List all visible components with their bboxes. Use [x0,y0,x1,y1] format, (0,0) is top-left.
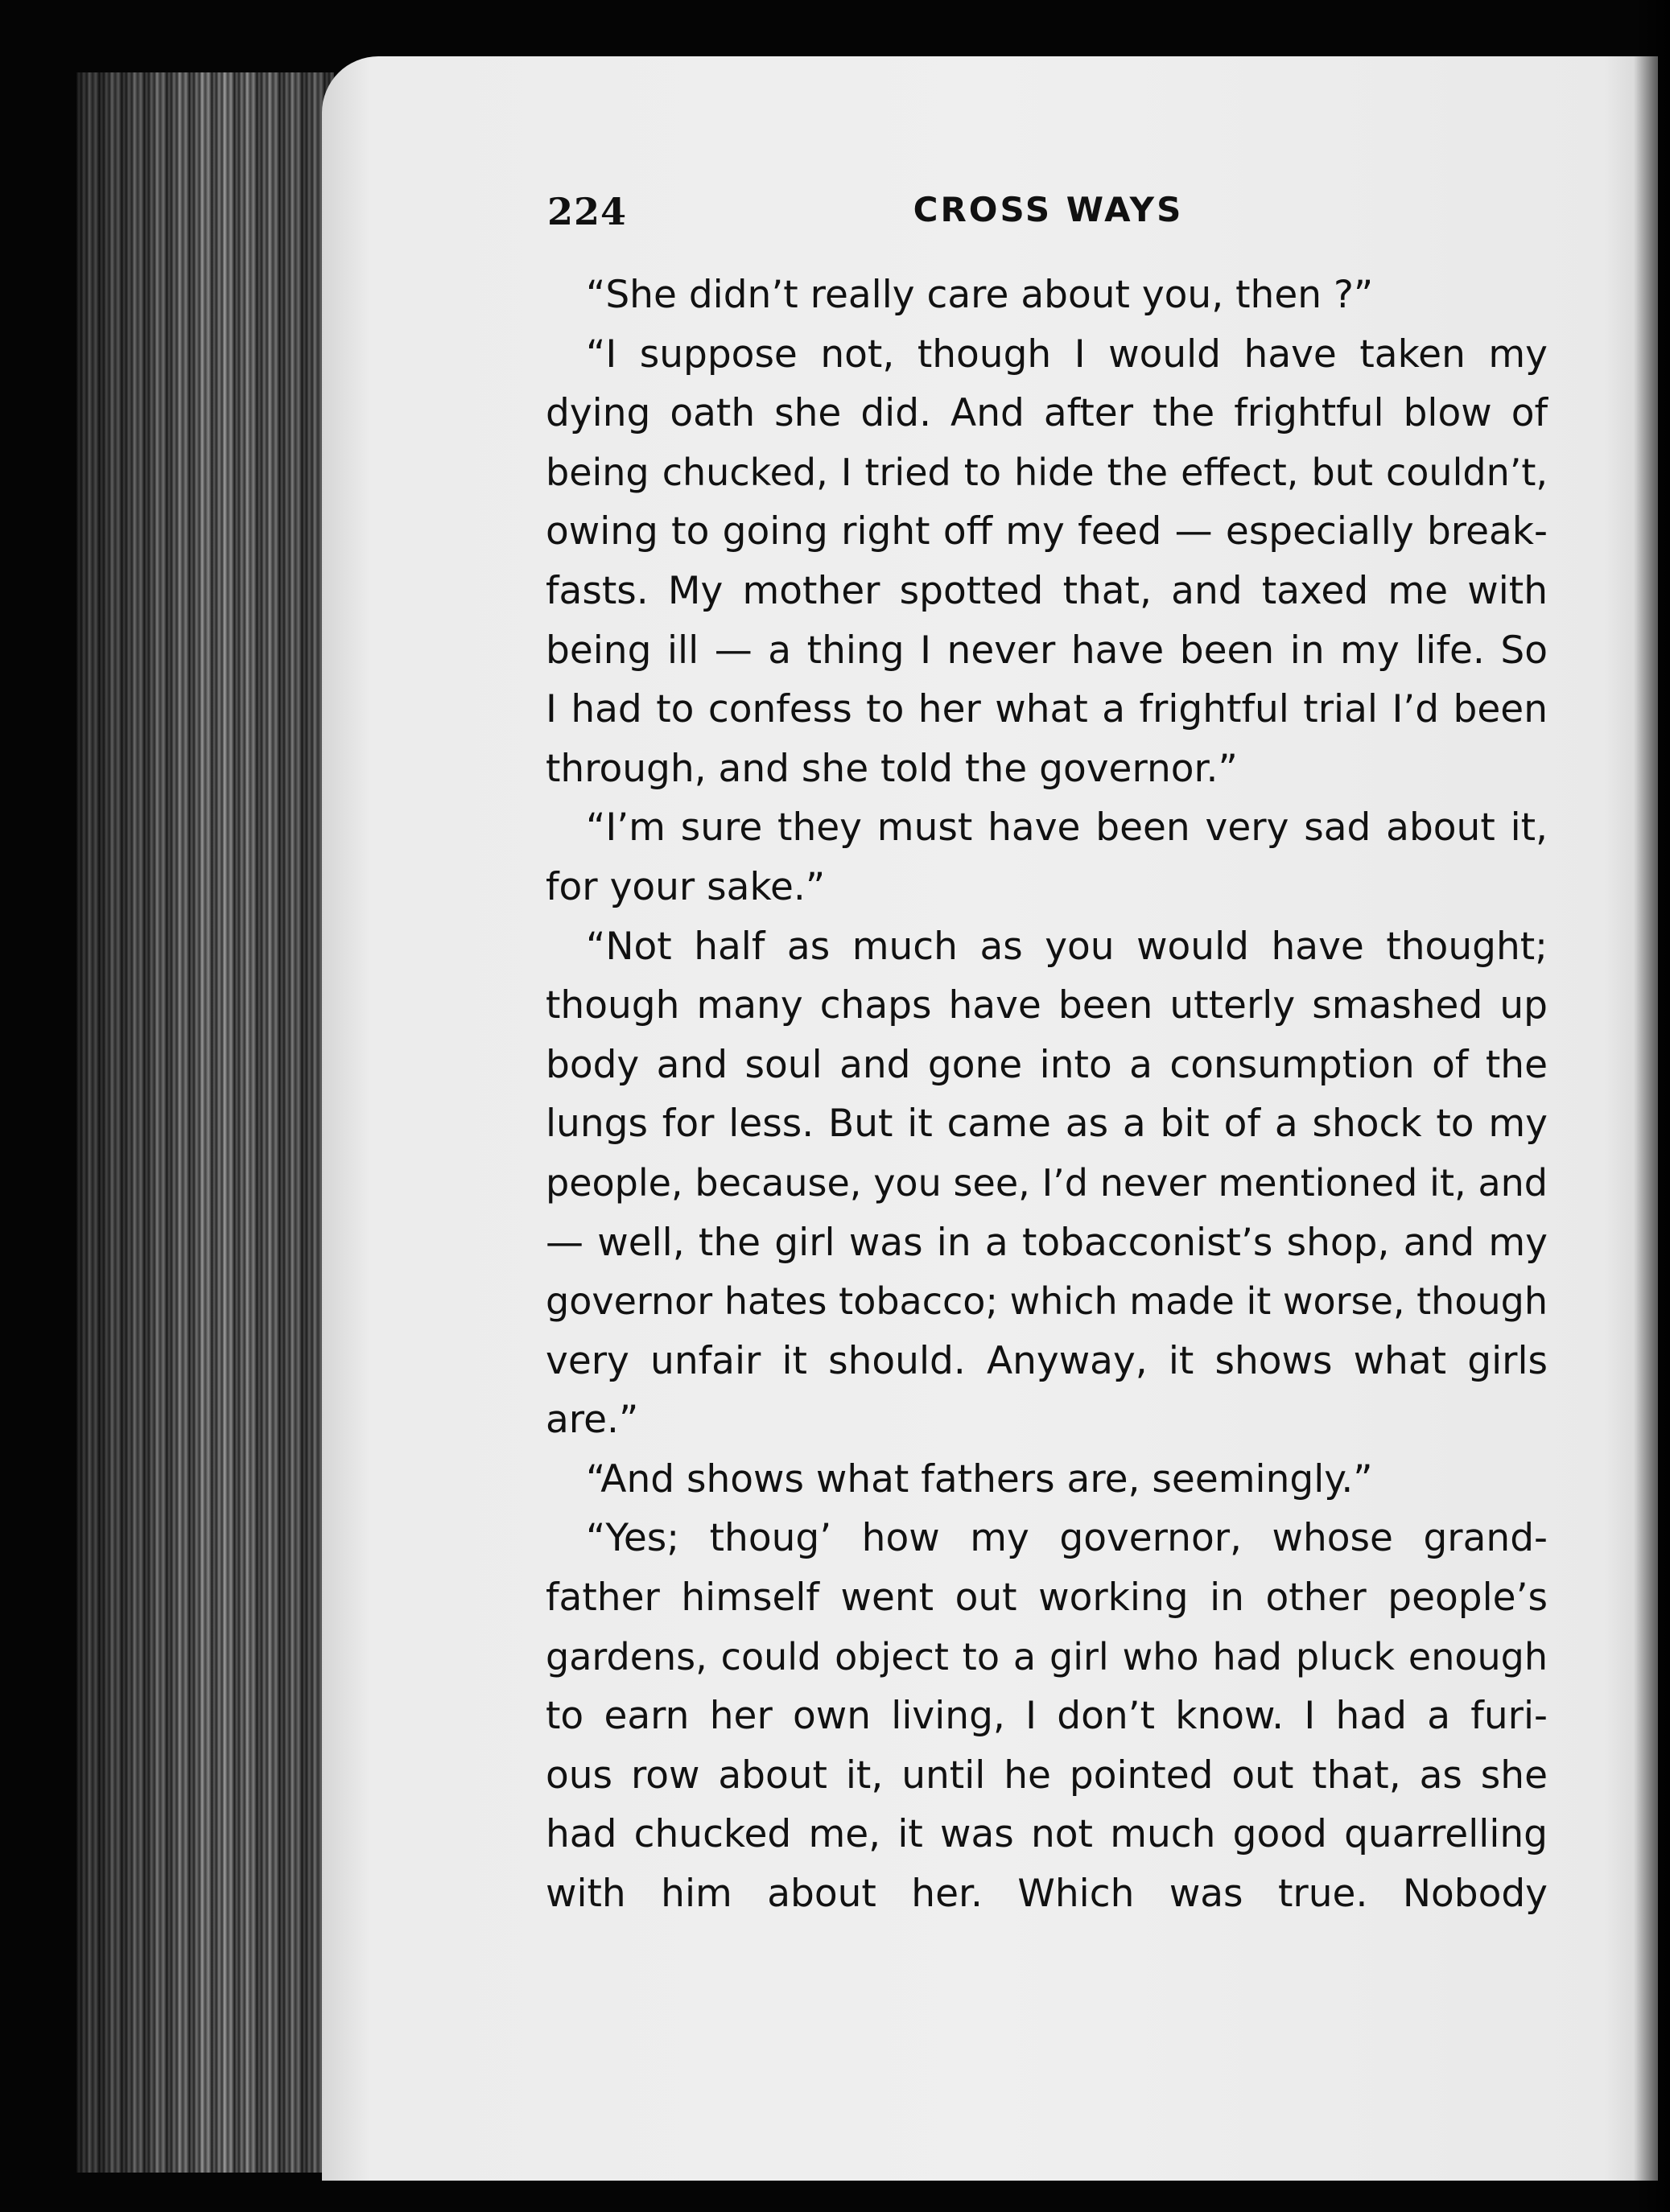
text-line: gardens, could object to a girl who had pluck enough [546,1634,1548,1679]
text-line: “Not half as much as you would have thought; [586,924,1548,969]
text-line: I had to confess to her what a frightful trial I’d been [546,687,1548,732]
text-line: dying oath she did. And after the frightful blow of [546,391,1548,436]
text-line: body and soul and gone into a consumption of the [546,1042,1548,1087]
text-line: — well, the girl was in a tobacconist’s shop, and my [546,1220,1548,1265]
text-line: “Yes; thoug’ how my governor, whose grand- [586,1516,1548,1561]
text-line: “I suppose not, though I would have taken my [586,332,1548,377]
text-line: people, because, you see, I’d never mentioned it, and [546,1160,1548,1205]
text-line: father himself went out working in other people’s [546,1576,1548,1621]
text-line: “And shows what fathers are, seemingly.” [586,1456,1373,1501]
text-line: governor hates tobacco; which made it worse, though [546,1279,1548,1324]
text-line: owing to going right off my feed — especially break- [546,509,1548,554]
text-line: “I’m sure they must have been very sad about it, [586,805,1548,851]
text-line: very unfair it should. Anyway, it shows what girls [546,1338,1548,1383]
running-head [547,183,1549,240]
text-line: lungs for less. But it came as a bit of a shock to my [546,1102,1548,1147]
text-line: had chucked me, it was not much good quarrelling [546,1812,1548,1857]
book-page-edges [76,72,334,2173]
text-line: are.” [546,1398,639,1443]
page-number: 224 [547,190,628,233]
text-line: being chucked, I tried to hide the effect, but couldn’t, [546,450,1548,494]
text-line: ous row about it, until he pointed out that, as she [546,1753,1548,1798]
text-line: with him about her. Which was true. Nobody [546,1872,1548,1917]
text-line: “She didn’t really care about you, then ?” [586,273,1374,317]
text-line: though many chaps have been utterly smashed up [546,983,1548,1028]
text-line: being ill — a thing I never have been in my life. So [546,628,1548,673]
text-line: to earn her own living, I don’t know. I had a furi- [546,1694,1548,1739]
text-line: through, and she told the governor.” [546,746,1238,791]
body-text [546,266,1548,1924]
binding-shadow [1634,0,1670,2212]
running-title: CROSS WAYS [913,190,1184,229]
text-line: for your sake.” [546,864,826,909]
text-line: fasts. My mother spotted that, and taxed me with [546,568,1548,613]
